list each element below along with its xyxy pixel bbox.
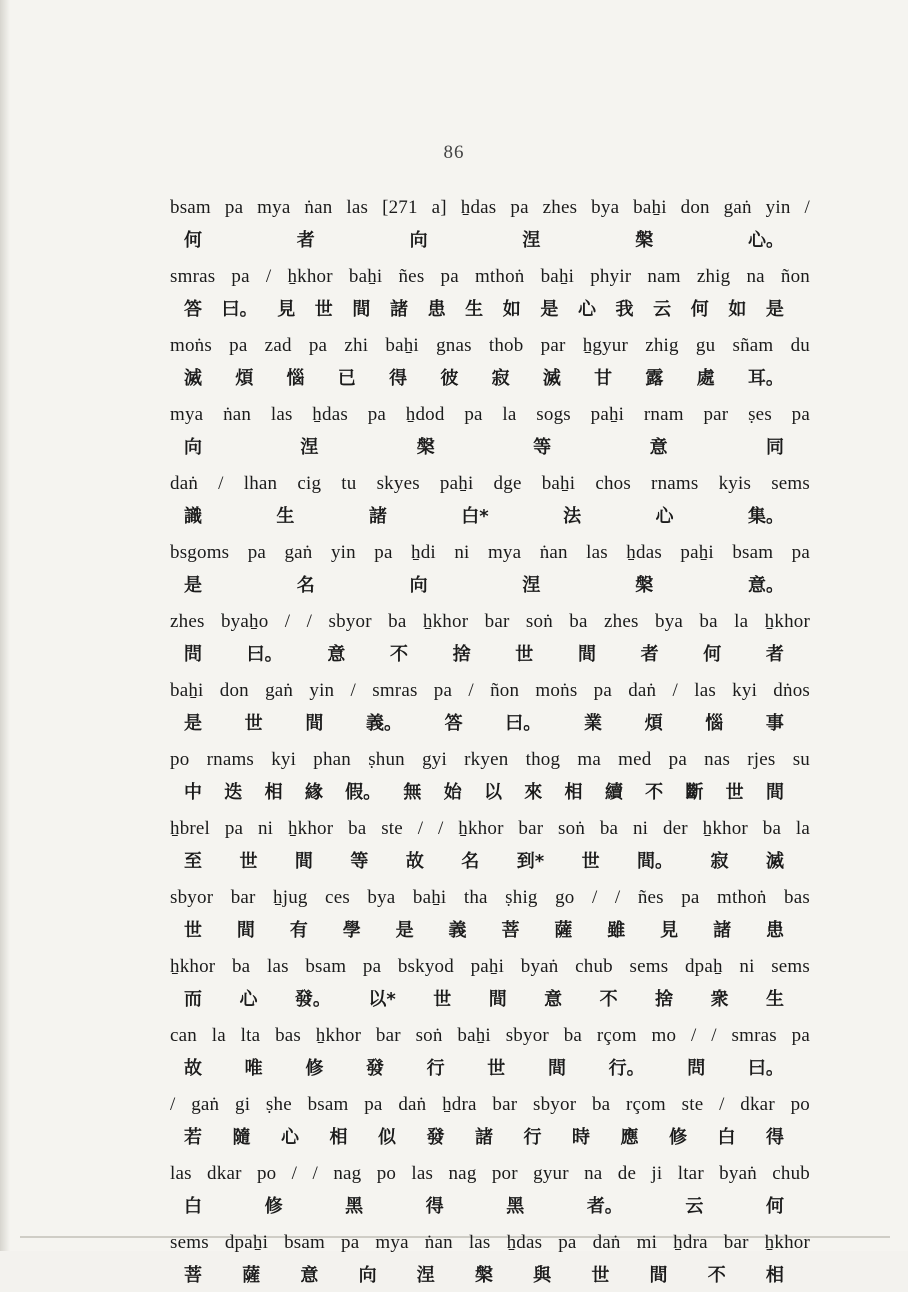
chinese-character: 槃: [635, 230, 654, 251]
tibetan-line: daṅ / lhan cig tu skyes paẖi dge baẖi chos rnams kyis sems: [170, 473, 810, 494]
line-pair: [170, 257, 810, 326]
chinese-gloss-line: [184, 368, 784, 390]
chinese-character: 者: [765, 644, 784, 665]
chinese-character: 生: [765, 989, 784, 1010]
chinese-character: 黑: [345, 1196, 364, 1217]
chinese-character: 向: [358, 1265, 377, 1286]
chinese-character: 等: [533, 437, 552, 458]
chinese-gloss-line: [184, 1058, 784, 1080]
chinese-character: 不: [389, 644, 408, 665]
chinese-character: 間。: [637, 851, 674, 872]
chinese-character: 意。: [747, 575, 784, 596]
line-pair: [170, 671, 810, 740]
tibetan-line: mya ṅan las ẖdas pa ẖdod pa la sogs paẖi rnam par ṣes pa: [170, 404, 810, 425]
chinese-character: 惱: [286, 368, 305, 389]
chinese-character: 相: [264, 782, 283, 803]
line-pair: [170, 809, 810, 878]
chinese-character: 而: [184, 989, 202, 1010]
line-pair: [170, 1016, 810, 1085]
tibetan-line: sbyor bar ẖjug ces bya baẖi tha ṣhig go / / ñes pa mthoṅ bas: [170, 887, 810, 908]
chinese-character: 薩: [242, 1265, 261, 1286]
chinese-character: 滅: [542, 368, 561, 389]
chinese-character: 向: [184, 437, 202, 458]
chinese-character: 諸: [713, 920, 732, 941]
chinese-gloss-line: [184, 506, 784, 528]
chinese-character: 故: [184, 1058, 202, 1079]
chinese-character: 云: [685, 1196, 704, 1217]
chinese-character: 世: [725, 782, 744, 803]
chinese-character: 滅: [765, 851, 784, 872]
chinese-character: 發: [365, 1058, 384, 1079]
chinese-character: 問: [687, 1058, 706, 1079]
chinese-character: 者。: [586, 1196, 623, 1217]
chinese-character: 諸: [368, 506, 387, 527]
page-number: 86: [443, 142, 465, 163]
chinese-character: 涅: [522, 575, 541, 596]
chinese-character: 名: [461, 851, 480, 872]
interlinear-text-block: [170, 188, 810, 1292]
line-pair: [170, 395, 810, 464]
chinese-character: 惱: [705, 713, 724, 734]
chinese-character: 心: [655, 506, 674, 527]
chinese-character: 不: [707, 1265, 726, 1286]
chinese-character: 曰。: [221, 299, 258, 320]
chinese-character: 至: [184, 851, 202, 872]
chinese-character: 間: [547, 1058, 566, 1079]
chinese-character: 捨: [655, 989, 674, 1010]
chinese-character: 意: [544, 989, 563, 1010]
line-pair: [170, 602, 810, 671]
chinese-character: 行: [523, 1127, 542, 1148]
chinese-character: 間: [236, 920, 255, 941]
chinese-character: 菩: [501, 920, 520, 941]
chinese-character: 是: [765, 299, 784, 320]
chinese-character: 修: [264, 1196, 283, 1217]
chinese-character: 假。: [345, 782, 382, 803]
chinese-character: 何: [184, 230, 202, 251]
chinese-character: 涅: [416, 1265, 435, 1286]
chinese-character: 如: [502, 299, 521, 320]
chinese-gloss-line: [184, 920, 784, 942]
chinese-character: 世: [591, 1265, 610, 1286]
chinese-character: 若: [184, 1127, 202, 1148]
chinese-character: 涅: [300, 437, 319, 458]
chinese-character: 修: [305, 1058, 324, 1079]
chinese-character: 生: [465, 299, 484, 320]
chinese-character: 集。: [747, 506, 784, 527]
tibetan-line: baẖi don gaṅ yin / smras pa / ñon moṅs pa daṅ / las kyi dṅos: [170, 680, 810, 701]
chinese-character: 心: [239, 989, 258, 1010]
chinese-character: 是: [184, 575, 202, 596]
chinese-character: 義。: [365, 713, 402, 734]
chinese-character: 世: [239, 851, 258, 872]
chinese-character: 得: [766, 1127, 784, 1148]
chinese-character: 煩: [644, 713, 663, 734]
tibetan-line: / gaṅ gi ṣhe bsam pa daṅ ẖdra bar sbyor ba rçom ste / dkar po: [170, 1094, 810, 1115]
chinese-character: 間: [649, 1265, 668, 1286]
chinese-character: 世: [314, 299, 333, 320]
chinese-character: 間: [765, 782, 784, 803]
chinese-character: 雖: [607, 920, 626, 941]
chinese-character: 患: [765, 920, 784, 941]
chinese-character: 彼: [440, 368, 459, 389]
chinese-character: 事: [765, 713, 784, 734]
tibetan-line: smras pa / ẖkhor baẖi ñes pa mthoṅ baẖi phyir nam zhig na ñon: [170, 266, 810, 287]
chinese-character: 來: [524, 782, 543, 803]
chinese-character: 患: [427, 299, 446, 320]
chinese-character: 寂: [710, 851, 729, 872]
chinese-character: 是: [395, 920, 414, 941]
chinese-character: 是: [184, 713, 202, 734]
chinese-character: 間: [577, 644, 596, 665]
chinese-character: 時: [572, 1127, 590, 1148]
chinese-character: 如: [728, 299, 747, 320]
chinese-character: 諸: [389, 299, 408, 320]
chinese-character: 間: [294, 851, 313, 872]
chinese-character: 向: [409, 230, 428, 251]
chinese-gloss-line: [184, 575, 784, 597]
chinese-character: 何: [765, 1196, 784, 1217]
chinese-character: 諸: [475, 1127, 493, 1148]
chinese-character: 斷: [685, 782, 704, 803]
chinese-character: 世: [184, 920, 202, 941]
line-pair: [170, 878, 810, 947]
chinese-character: 煩: [235, 368, 254, 389]
chinese-character: 曰。: [505, 713, 542, 734]
line-pair: [170, 1154, 810, 1223]
chinese-character: 似: [378, 1127, 396, 1148]
chinese-character: 不: [599, 989, 618, 1010]
chinese-character: 名: [296, 575, 315, 596]
chinese-character: 答: [184, 299, 202, 320]
chinese-character: 學: [342, 920, 361, 941]
page-left-edge-shadow: [0, 0, 10, 1251]
chinese-character: 法: [563, 506, 582, 527]
line-pair: [170, 533, 810, 602]
chinese-character: 業: [583, 713, 602, 734]
chinese-character: 答: [444, 713, 463, 734]
chinese-character: 世: [515, 644, 534, 665]
line-pair: [170, 188, 810, 257]
tibetan-line: po rnams kyi phan ṣhun gyi rkyen thog ma med pa nas rjes su: [170, 749, 810, 770]
chinese-character: 間: [352, 299, 371, 320]
tibetan-line: ẖkhor ba las bsam pa bskyod paẖi byaṅ chub sems dpaẖ ni sems: [170, 956, 810, 977]
line-pair: [170, 1223, 810, 1292]
chinese-character: 寂: [491, 368, 510, 389]
chinese-character: 者: [640, 644, 659, 665]
line-pair: [170, 1085, 810, 1154]
chinese-character: 世: [487, 1058, 506, 1079]
chinese-character: 到*: [516, 851, 545, 872]
chinese-character: 以*: [368, 989, 396, 1010]
chinese-character: 何: [690, 299, 709, 320]
chinese-character: 意: [327, 644, 346, 665]
chinese-character: 我: [615, 299, 634, 320]
chinese-character: 相: [765, 1265, 784, 1286]
chinese-gloss-line: [184, 1196, 784, 1218]
chinese-gloss-line: [184, 437, 784, 459]
chinese-character: 故: [405, 851, 424, 872]
chinese-character: 槃: [474, 1265, 493, 1286]
chinese-character: 薩: [554, 920, 573, 941]
chinese-character: 相: [564, 782, 583, 803]
chinese-character: 相: [329, 1127, 348, 1148]
chinese-character: 義: [448, 920, 467, 941]
chinese-gloss-line: [184, 230, 784, 252]
chinese-character: 涅: [522, 230, 541, 251]
tibetan-line: las dkar po / / nag po las nag por gyur na de ji ltar byaṅ chub: [170, 1163, 810, 1184]
chinese-character: 發。: [294, 989, 331, 1010]
chinese-character: 見: [277, 299, 296, 320]
chinese-character: 世: [581, 851, 600, 872]
tibetan-line: bsam pa mya ṅan las [271 a] ẖdas pa zhes bya baẖi don gaṅ yin /: [170, 197, 810, 218]
chinese-character: 滅: [184, 368, 202, 389]
chinese-character: 行: [426, 1058, 445, 1079]
chinese-character: 白: [184, 1196, 202, 1217]
chinese-character: 白: [717, 1127, 736, 1148]
chinese-character: 世: [244, 713, 263, 734]
chinese-gloss-line: [184, 1127, 784, 1149]
tibetan-line: ẖbrel pa ni ẖkhor ba ste / / ẖkhor bar soṅ ba ni der ẖkhor ba la: [170, 818, 810, 839]
chinese-character: 隨: [232, 1127, 251, 1148]
chinese-character: 得: [425, 1196, 444, 1217]
chinese-character: 得: [389, 368, 408, 389]
chinese-character: 槃: [635, 575, 654, 596]
chinese-gloss-line: [184, 782, 784, 804]
chinese-gloss-line: [184, 644, 784, 666]
chinese-character: 與: [533, 1265, 552, 1286]
chinese-gloss-line: [184, 713, 784, 735]
chinese-character: 識: [184, 506, 202, 527]
chinese-character: 捨: [452, 644, 471, 665]
chinese-character: 同: [765, 437, 784, 458]
tibetan-line: zhes byaẖo / / sbyor ba ẖkhor bar soṅ ba zhes bya ba la ẖkhor: [170, 611, 810, 632]
chinese-character: 意: [300, 1265, 319, 1286]
chinese-character: 耳。: [747, 368, 784, 389]
line-pair: [170, 947, 810, 1016]
chinese-character: 黑: [506, 1196, 525, 1217]
chinese-character: 間: [305, 713, 324, 734]
chinese-character: 露: [645, 368, 664, 389]
tibetan-line: can la lta bas ẖkhor bar soṅ baẖi sbyor ba rçom mo / / smras pa: [170, 1025, 810, 1046]
chinese-character: 行。: [608, 1058, 645, 1079]
chinese-character: 菩: [184, 1265, 202, 1286]
chinese-gloss-line: [184, 299, 784, 321]
line-pair: [170, 326, 810, 395]
chinese-character: 生: [276, 506, 295, 527]
chinese-character: 緣: [304, 782, 323, 803]
chinese-character: 不: [645, 782, 664, 803]
chinese-character: 等: [350, 851, 369, 872]
chinese-character: 中: [184, 782, 202, 803]
chinese-character: 無: [403, 782, 422, 803]
chinese-character: 續: [604, 782, 623, 803]
chinese-character: 向: [409, 575, 428, 596]
chinese-character: 曰。: [246, 644, 283, 665]
chinese-character: 間: [488, 989, 507, 1010]
chinese-character: 唯: [244, 1058, 263, 1079]
chinese-character: 問: [184, 644, 202, 665]
chinese-character: 發: [426, 1127, 445, 1148]
line-pair: [170, 464, 810, 533]
chinese-character: 已: [337, 368, 356, 389]
chinese-character: 修: [669, 1127, 687, 1148]
chinese-character: 槃: [416, 437, 435, 458]
chinese-character: 是: [540, 299, 559, 320]
chinese-gloss-line: [184, 1265, 784, 1287]
chinese-character: 何: [703, 644, 722, 665]
chinese-character: 甘: [594, 368, 613, 389]
chinese-character: 云: [653, 299, 672, 320]
chinese-character: 白*: [461, 506, 489, 527]
chinese-character: 以: [483, 782, 502, 803]
chinese-character: 見: [660, 920, 679, 941]
chinese-character: 迭: [224, 782, 243, 803]
chinese-character: 心。: [747, 230, 784, 251]
chinese-gloss-line: [184, 851, 784, 873]
chinese-character: 應: [620, 1127, 639, 1148]
chinese-gloss-line: [184, 989, 784, 1011]
tibetan-line: moṅs pa zad pa zhi baẖi gnas thob par ẖgyur zhig gu sñam du: [170, 335, 810, 356]
chinese-character: 始: [443, 782, 462, 803]
tibetan-line: bsgoms pa gaṅ yin pa ẖdi ni mya ṅan las ẖdas paẖi bsam pa: [170, 542, 810, 563]
chinese-character: 意: [649, 437, 668, 458]
chinese-character: 者: [296, 230, 315, 251]
chinese-character: 處: [696, 368, 715, 389]
tibetan-line: sems dpaẖi bsam pa mya ṅan las ẖdas pa daṅ mi ẖdra bar ẖkhor: [170, 1232, 810, 1253]
chinese-character: 曰。: [747, 1058, 784, 1079]
chinese-character: 心: [281, 1127, 299, 1148]
chinese-character: 有: [289, 920, 308, 941]
chinese-character: 世: [433, 989, 452, 1010]
chinese-character: 心: [577, 299, 596, 320]
chinese-character: 衆: [710, 989, 729, 1010]
line-pair: [170, 740, 810, 809]
